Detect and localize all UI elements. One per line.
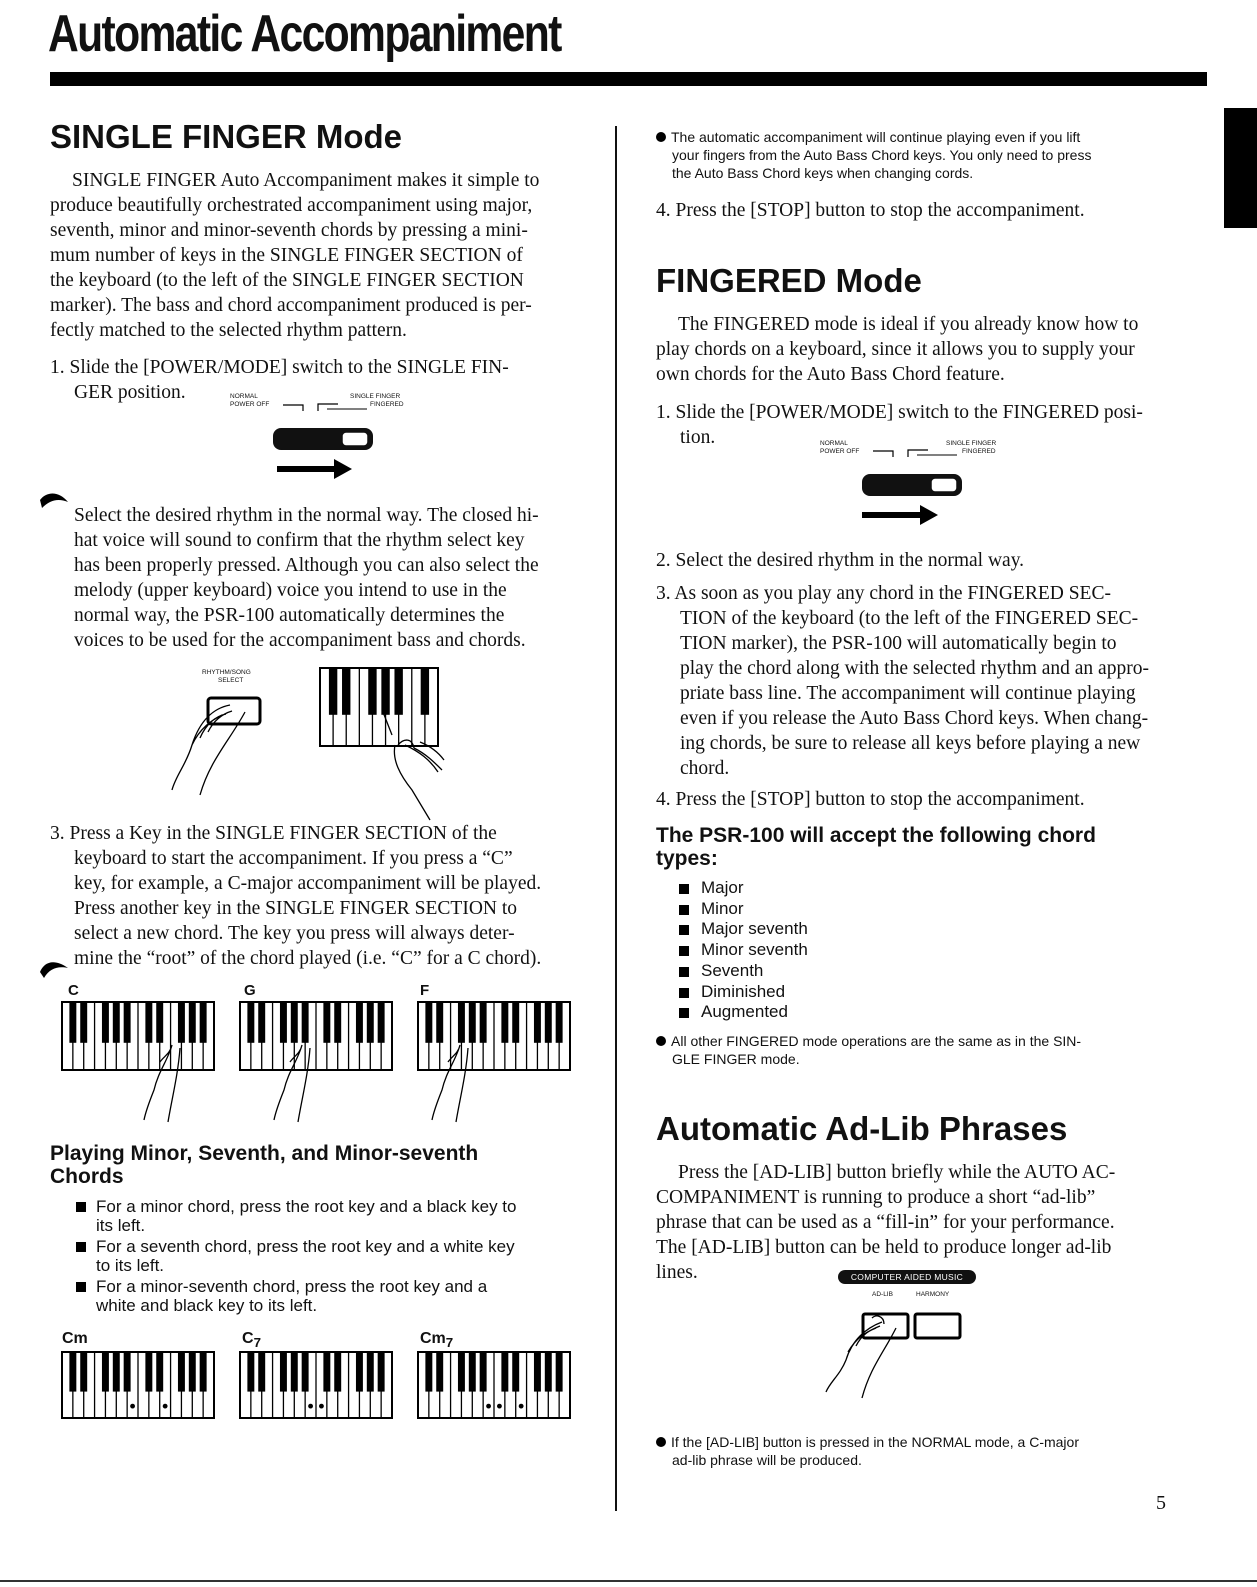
black-key (102, 1002, 109, 1043)
black-key (280, 1002, 287, 1043)
black-key (480, 1352, 487, 1392)
chord-types-heading: The PSR-100 will accept the following chord types: (656, 824, 1096, 870)
black-key (469, 1002, 476, 1043)
black-key (534, 1352, 541, 1392)
black-key (378, 1352, 385, 1392)
pressed-key-dot (308, 1404, 313, 1409)
cam-badge: COMPUTER AIDED MUSIC (838, 1270, 976, 1284)
black-key (329, 668, 337, 715)
single-finger-intro: SINGLE FINGER Auto Accompaniment makes it simple to produce beautifully orchestrated accompaniment using major, seventh, minor and minor-seventh chords by pressing a mini- mum number of keys in the SINGLE FINGER SECTION of the keyboard (to the left of the SINGLE FINGER SECTION marker). The bass and chord accompaniment produced is per- fectly matched to the selected rhythm pattern. (50, 170, 540, 341)
black-key (302, 1002, 309, 1043)
title-rule (50, 72, 1207, 86)
key-label-c: C (68, 982, 79, 999)
black-key (458, 1352, 465, 1392)
section-tab-marker (1224, 108, 1257, 228)
sf-step-2: Select the desired rhythm in the normal way. The closed hi- hat voice will sound to confirm that the rhythm select key has been properly pressed. Although you can also select the melody (upper keyboard) voice you intend to use in the normal way, the PSR-100 automatically determines the voices to be used for the accompaniment bass and chords. (74, 505, 539, 651)
mini-keyboard (320, 668, 440, 748)
black-key (425, 1002, 432, 1043)
adlib-text: Press the [AD-LIB] button briefly while the AUTO AC- COMPANIMENT is running to produce a short “ad-lib” phrase that can be used as a “fill-in” for your performance. The [AD-LIB] button can be held to produce longer ad-lib lines. (656, 1162, 1116, 1283)
keyboard-frame (320, 668, 438, 746)
black-key (367, 1352, 374, 1392)
adlib-button (863, 1314, 908, 1338)
arrow-right-icon (277, 459, 352, 479)
black-key (421, 668, 429, 715)
pressed-key-dot (497, 1404, 502, 1409)
note-fingered-same: All other FINGERED mode operations are the same as in the SIN- GLE FINGER mode. (656, 1032, 1196, 1068)
keyboard-cm7 (418, 1352, 570, 1418)
pressed-key-dot (163, 1404, 168, 1409)
f-step-4: 4. Press the [STOP] button to stop the accompaniment. (656, 789, 1085, 810)
black-key (480, 1002, 487, 1043)
black-key (394, 668, 402, 715)
black-key (368, 668, 376, 715)
black-key (545, 1002, 552, 1043)
black-key (323, 1352, 330, 1392)
minor-chords-list (74, 1197, 574, 1317)
black-key (334, 1002, 341, 1043)
pressed-key-dot (319, 1404, 324, 1409)
pointer-hand-marker-icon (38, 952, 78, 982)
black-key (258, 1352, 265, 1392)
black-key (545, 1352, 552, 1392)
list-item: For a seventh chord, press the root key and a white key to its left. (74, 1237, 574, 1275)
bottom-rule (0, 1580, 1257, 1582)
list-item: Minor (675, 899, 808, 920)
harmony-button (915, 1314, 960, 1338)
black-key (436, 1002, 443, 1043)
keyboard-g (240, 1002, 392, 1070)
black-key (102, 1352, 109, 1392)
black-key (556, 1352, 563, 1392)
black-key (512, 1002, 519, 1043)
black-key (156, 1352, 163, 1392)
black-key (145, 1002, 152, 1043)
key-label-g: G (244, 982, 256, 999)
fingered-heading: FINGERED Mode (656, 262, 922, 299)
black-key (80, 1352, 87, 1392)
pressed-key-dot (519, 1404, 524, 1409)
black-key (189, 1002, 196, 1043)
page-title: Automatic Accompaniment (48, 5, 561, 63)
page-number: 5 (1156, 1492, 1166, 1514)
black-key (69, 1002, 76, 1043)
list-item: For a minor chord, press the root key and a black key to its left. (74, 1197, 574, 1235)
pointer-hand-marker-icon (38, 488, 78, 518)
black-key (80, 1002, 87, 1043)
chord-types-list (675, 878, 808, 1023)
black-key (469, 1352, 476, 1392)
adlib-heading: Automatic Ad-Lib Phrases (656, 1110, 1068, 1147)
black-key (378, 1002, 385, 1043)
black-key (291, 1352, 298, 1392)
arrow-right-icon (862, 505, 938, 525)
f-step-2: 2. Select the desired rhythm in the normal way. (656, 550, 1025, 571)
black-key (69, 1352, 76, 1392)
black-key (258, 1002, 265, 1043)
black-key (436, 1352, 443, 1392)
black-key (178, 1352, 185, 1392)
single-finger-heading: SINGLE FINGER Mode (50, 118, 403, 155)
list-item: Minor seventh (675, 940, 808, 961)
black-key (156, 1002, 163, 1043)
list-item: For a minor-seventh chord, press the root key and a white and black key to its left. (74, 1277, 574, 1315)
black-key (381, 668, 389, 715)
black-key (280, 1352, 287, 1392)
keyboard-f (418, 1002, 570, 1070)
black-key (178, 1002, 185, 1043)
keyboard-c (62, 1002, 214, 1070)
chord-label-cm: Cm (62, 1330, 88, 1347)
black-key (458, 1002, 465, 1043)
note-adlib-normal: If the [AD-LIB] button is pressed in the NORMAL mode, a C-major ad-lib phrase will be produced. (656, 1433, 1196, 1469)
key-label-f: F (420, 982, 430, 999)
list-item: Diminished (675, 982, 808, 1003)
black-key (200, 1352, 207, 1392)
black-key (145, 1352, 152, 1392)
fingered-intro: The FINGERED mode is ideal if you already know how to play chords on a keyboard, since it allows you to supply your own chords for the Auto Bass Chord feature. (656, 314, 1139, 385)
black-key (342, 668, 350, 715)
list-item: Major seventh (675, 919, 808, 940)
black-key (247, 1352, 254, 1392)
minor-chords-heading: Playing Minor, Seventh, and Minor-seventh Chords (50, 1142, 479, 1188)
black-key (302, 1352, 309, 1392)
black-key (247, 1002, 254, 1043)
black-key (323, 1002, 330, 1043)
f-step-1: 1. Slide the [POWER/MODE] switch to the FINGERED posi- tion. (656, 402, 1143, 448)
list-item: Augmented (675, 1002, 808, 1023)
black-key (425, 1352, 432, 1392)
keyboard-c7 (240, 1352, 392, 1418)
black-key (356, 1352, 363, 1392)
note-continue-playing: The automatic accompaniment will continue playing even if you lift your fingers from the Auto Bass Chord keys. You only need to press the Auto Bass Chord keys when changing cords. (656, 128, 1196, 182)
black-key (501, 1352, 508, 1392)
black-key (124, 1352, 131, 1392)
black-key (534, 1002, 541, 1043)
list-item: Seventh (675, 961, 808, 982)
chord-label-c7: $C_7$ (242, 1330, 261, 1351)
chord-label-cm7: $Cm_7$ (420, 1330, 454, 1351)
black-key (113, 1002, 120, 1043)
black-key (200, 1002, 207, 1043)
black-key (556, 1002, 563, 1043)
pressed-key-dot (130, 1404, 135, 1409)
sf-step-3: 3. Press a Key in the SINGLE FINGER SECTION of the keyboard to start the accompaniment. If you press a “C” key, for example, a C-major accompaniment will be played. Press another key in the SINGLE FINGER SECTION to select a new chord. The key you press will always deter- mine the “root” of the chord played (i.e. “C” for a C chord). (50, 823, 542, 969)
black-key (334, 1352, 341, 1392)
step-4-stop: 4. Press the [STOP] button to stop the accompaniment. (656, 200, 1085, 221)
black-key (356, 1002, 363, 1043)
column-divider (615, 126, 617, 1511)
sf-step-1: 1. Slide the [POWER/MODE] switch to the SINGLE FIN- GER position. (50, 357, 509, 403)
black-key (367, 1002, 374, 1043)
keyboard-cm (62, 1352, 214, 1418)
black-key (189, 1352, 196, 1392)
black-key (501, 1002, 508, 1043)
list-item: Major (675, 878, 808, 899)
black-key (124, 1002, 131, 1043)
f-step-3: 3. As soon as you play any chord in the FINGERED SEC- TION of the keyboard (to the left of the FINGERED SEC- TION marker), the PSR-100 will automatically begin to play the chord along with the selected rhythm and an appro- priate bass line. The accompaniment will continue playing even if you release the Auto Bass Chord keys. When chang- ing chords, be sure to release all keys before playing a new chord. (656, 583, 1149, 779)
black-key (512, 1352, 519, 1392)
pressed-key-dot (486, 1404, 491, 1409)
black-key (113, 1352, 120, 1392)
black-key (291, 1002, 298, 1043)
